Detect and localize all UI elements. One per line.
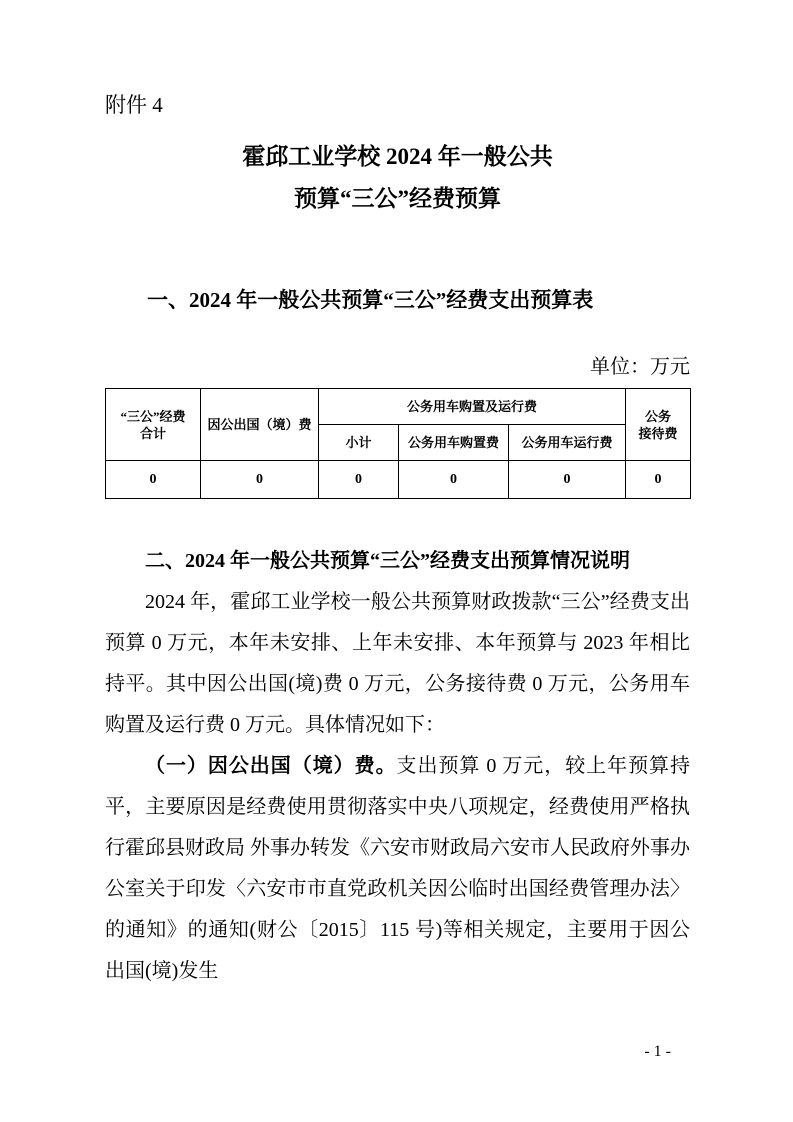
section-2-heading: 二、2024 年一般公共预算“三公”经费支出预算情况说明 [145,550,630,572]
document-title-line-2: 预算“三公”经费预算 [294,186,501,211]
value-sangong-total: 0 [106,461,201,499]
attachment-label: 附件 4 [105,93,163,117]
paragraph-abroad-body: 支出预算 0 万元，较上年预算持平，主要原因是经费使用贯彻落实中央八项规定，经费使用严格执行霍邱县财政局 外事办转发《六安市财政局六安市人民政府外事办公室关于印发〈六安市市直党政机关因公临时出国经费管理办法〉的通知》的通知(财公〔2015〕115 号)等相关规定，主要用于因公出国(境)发生 [105,755,691,982]
unit-note: 单位：万元 [590,356,690,378]
value-reception: 0 [626,461,691,499]
col-header-vehicle-operation: 公务用车运行费 [509,425,626,461]
document-title [105,136,690,220]
col-header-vehicle-subtotal: 小计 [319,425,399,461]
budget-table [105,388,691,499]
page-number: - 1 - [644,1043,671,1060]
col-header-vehicle-purchase: 公务用车购置费 [399,425,509,461]
value-vehicle-purchase: 0 [399,461,509,499]
col-header-sangong-total-line-1: “三公”经费 [120,408,186,424]
col-header-reception-line-2: 接待费 [638,425,678,441]
paragraph-abroad-detail [105,746,690,992]
col-header-sangong-total-line-2: 合计 [139,425,166,441]
table-row [106,461,691,499]
col-header-sangong-total [106,389,201,461]
paragraph-abroad-lead: （一）因公出国（境）费。 [145,755,397,777]
col-header-abroad-fee: 因公出国（境）费 [201,389,319,461]
col-header-reception-line-1: 公务 [645,408,672,424]
value-abroad-fee: 0 [201,461,319,499]
paragraph-budget-overview: 2024 年，霍邱工业学校一般公共预算财政拨款“三公”经费支出预算 0 万元，本年未安排、上年未安排、本年预算与 2023 年相比持平。其中因公出国(境)费 0 万元，公务接待费 0 万元，公务用车购置及运行费 0 万元。具体情况如下： [105,591,690,736]
section-1-heading: 一、2024 年一般公共预算“三公”经费支出预算表 [147,288,594,312]
col-header-vehicle-group: 公务用车购置及运行费 [319,389,626,425]
document-title-line-1: 霍邱工业学校 2024 年一般公共 [242,144,553,169]
value-vehicle-operation: 0 [509,461,626,499]
col-header-reception [626,389,691,461]
value-vehicle-subtotal: 0 [319,461,399,499]
